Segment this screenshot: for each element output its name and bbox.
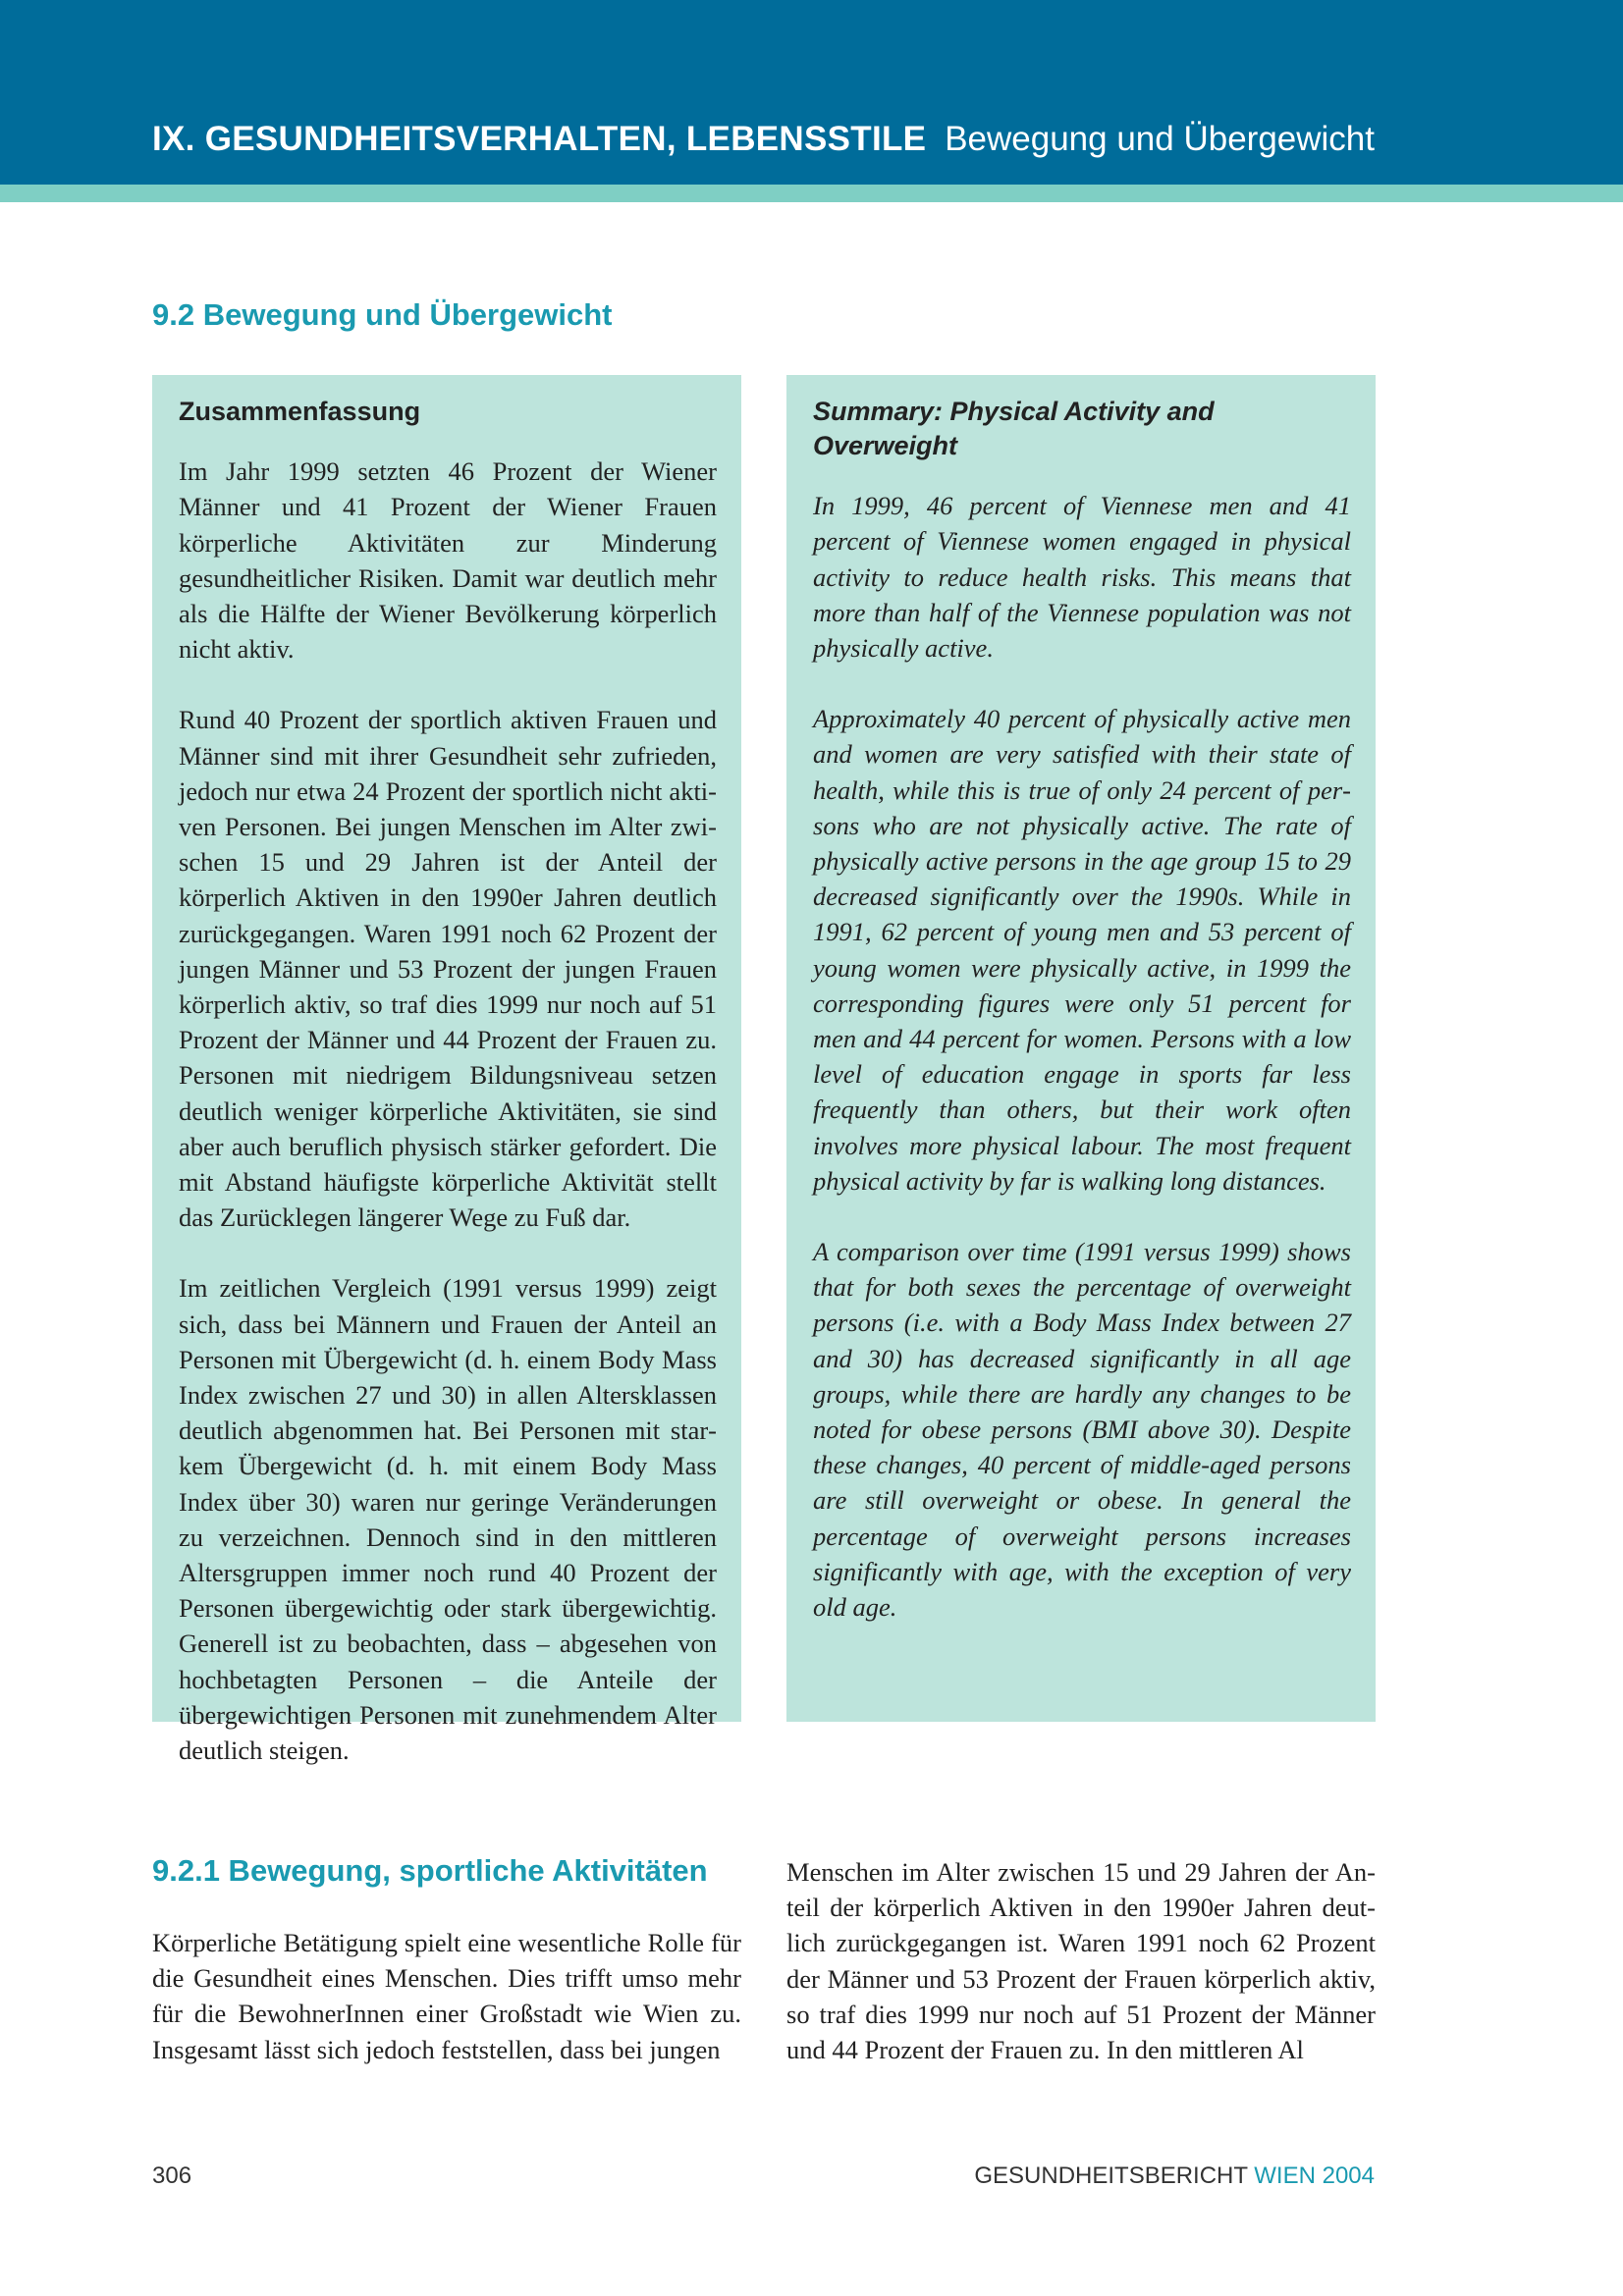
chapter-title: IX. GESUNDHEITSVERHALTEN, LEBENSSTILE [152,120,927,158]
summary-paragraph: Approximately 40 percent of physically active men and women are very satisfied with their state of health, while this is true of only 24 percent of persons who are not physically active. The rate of physically active persons in the age group 15 to 29 decreased significantly over the 1990s. While in 1991, 62 percent of young men and 53 percent of young women were physically active, in 1999 the corresponding figures were only 51 percent for men and 44 percent for women. Persons with a low level of education engage in sports far less frequently than others, but their work often involves more physical labour. The most frequent physical activity by far is walking long distances. [813,704,1351,1196]
footer-report-title [974,2163,1375,2190]
summary-paragraph: Rund 40 Prozent der sportlich aktiven Frauen und Männer sind mit ihrer Gesundheit sehr zufrieden, jedoch nur etwa 24 Prozent der sportlich nicht aktiven Personen. Bei jungen Menschen im Alter zwischen 15 und 29 Jahren ist der Anteil der körperlich Aktiven in den 1990er Jahren deutlich zurückgegangen. Waren 1991 noch 62 Prozent der jungen Männer und 53 Prozent der jungen Frauen körperlich aktiv, so traf dies 1999 nur noch auf 51 Prozent der Männer und 44 Prozent der Frauen zu. Personen mit niedrigem Bildungsniveau setzen deutlich weniger körperliche Aktivitäten, sie sind aber auch beruflich physisch stärker gefordert. Die mit Abstand häufigste körperliche Aktivität stellt das Zurücklegen längerer Wege zu Fuß dar. [179,705,717,1233]
body-text-left-column: Körperliche Betätigung spielt eine wesentliche Rolle für die Gesundheit eines Menschen. Dies trifft umso mehr für die BewohnerInnen einer Großstadt wie Wien zu. Insgesamt lässt sich jedoch feststellen, dass bei jungen [152,1928,741,2064]
report-accent: WIEN 2004 [1254,2163,1375,2189]
summary-box-english [786,375,1376,1722]
summary-box-german [152,375,741,1765]
body-text-right-column: Menschen im Alter zwischen 15 und 29 Jahren der Anteil der körperlich Aktiven in den 1990er Jahren deutlich zurückgegangen ist. Waren 1991 noch 62 Prozent der Männer und 53 Prozent der Frauen körperlich aktiv, so traf dies 1999 nur noch auf 51 Prozent der Männer und 44 Prozent der Frauen zu. In den mittleren Al [786,1857,1376,2065]
subsection-heading: 9.2.1 Bewegung, sportliche Aktivitäten [152,1853,708,1888]
summary-paragraph: A comparison over time (1991 versus 1999) shows that for both sexes the percentage of overweight persons (i.e. with a Body Mass Index between 27 and 30) has decreased significantly in all age groups, while there are hardly any changes to be noted for obese persons (BMI above 30). Despite these changes, 40 percent of middle-aged persons are still overweight or obese. In general the percentage of overweight persons increases significantly with age, with the exception of very old age. [813,1237,1351,1623]
page-number: 306 [152,2163,192,2189]
summary-title-english: Summary: Physical Activity and Overweight [813,397,1215,461]
section-heading: 9.2 Bewegung und Übergewicht [152,297,613,332]
summary-title-german: Zusammenfassung [179,397,421,426]
chapter-subtitle: Bewegung und Übergewicht [945,120,1375,158]
header-stripe [0,185,1623,202]
report-name: GESUNDHEITSBERICHT [974,2163,1248,2189]
summary-paragraph: Im Jahr 1999 setzten 46 Prozent der Wiener Männer und 41 Prozent der Wiener Frauen körperliche Aktivitäten zur Minderung gesundheitlicher Risiken. Damit war deutlich mehr als die Hälfte der Wiener Bevölkerung körperlich nicht aktiv. [179,456,717,665]
summary-paragraph: Im zeitlichen Vergleich (1991 versus 1999) zeigt sich, dass bei Männern und Frauen der Anteil an Personen mit Übergewicht (d. h. einem Body Mass Index zwischen 27 und 30) in allen Altersklassen deutlich abgenommen hat. Bei Personen mit starkem Übergewicht (d. h. mit einem Body Mass Index über 30) waren nur geringe Veränderungen zu verzeichnen. Dennoch sind in den mittleren Altersgruppen immer noch rund 40 Prozent der Personen übergewichtig oder stark übergewichtig. Generell ist zu beobachten, dass – abgesehen von hochbetagten Personen – die Anteile der übergewichtigen Personen mit zunehmendem Alter deutlich steigen. [179,1273,717,1765]
summary-paragraph: In 1999, 46 percent of Viennese men and 41 percent of Viennese women engaged in physical activity to reduce health risks. This means that more than half of the Viennese population was not physically active. [813,491,1351,663]
